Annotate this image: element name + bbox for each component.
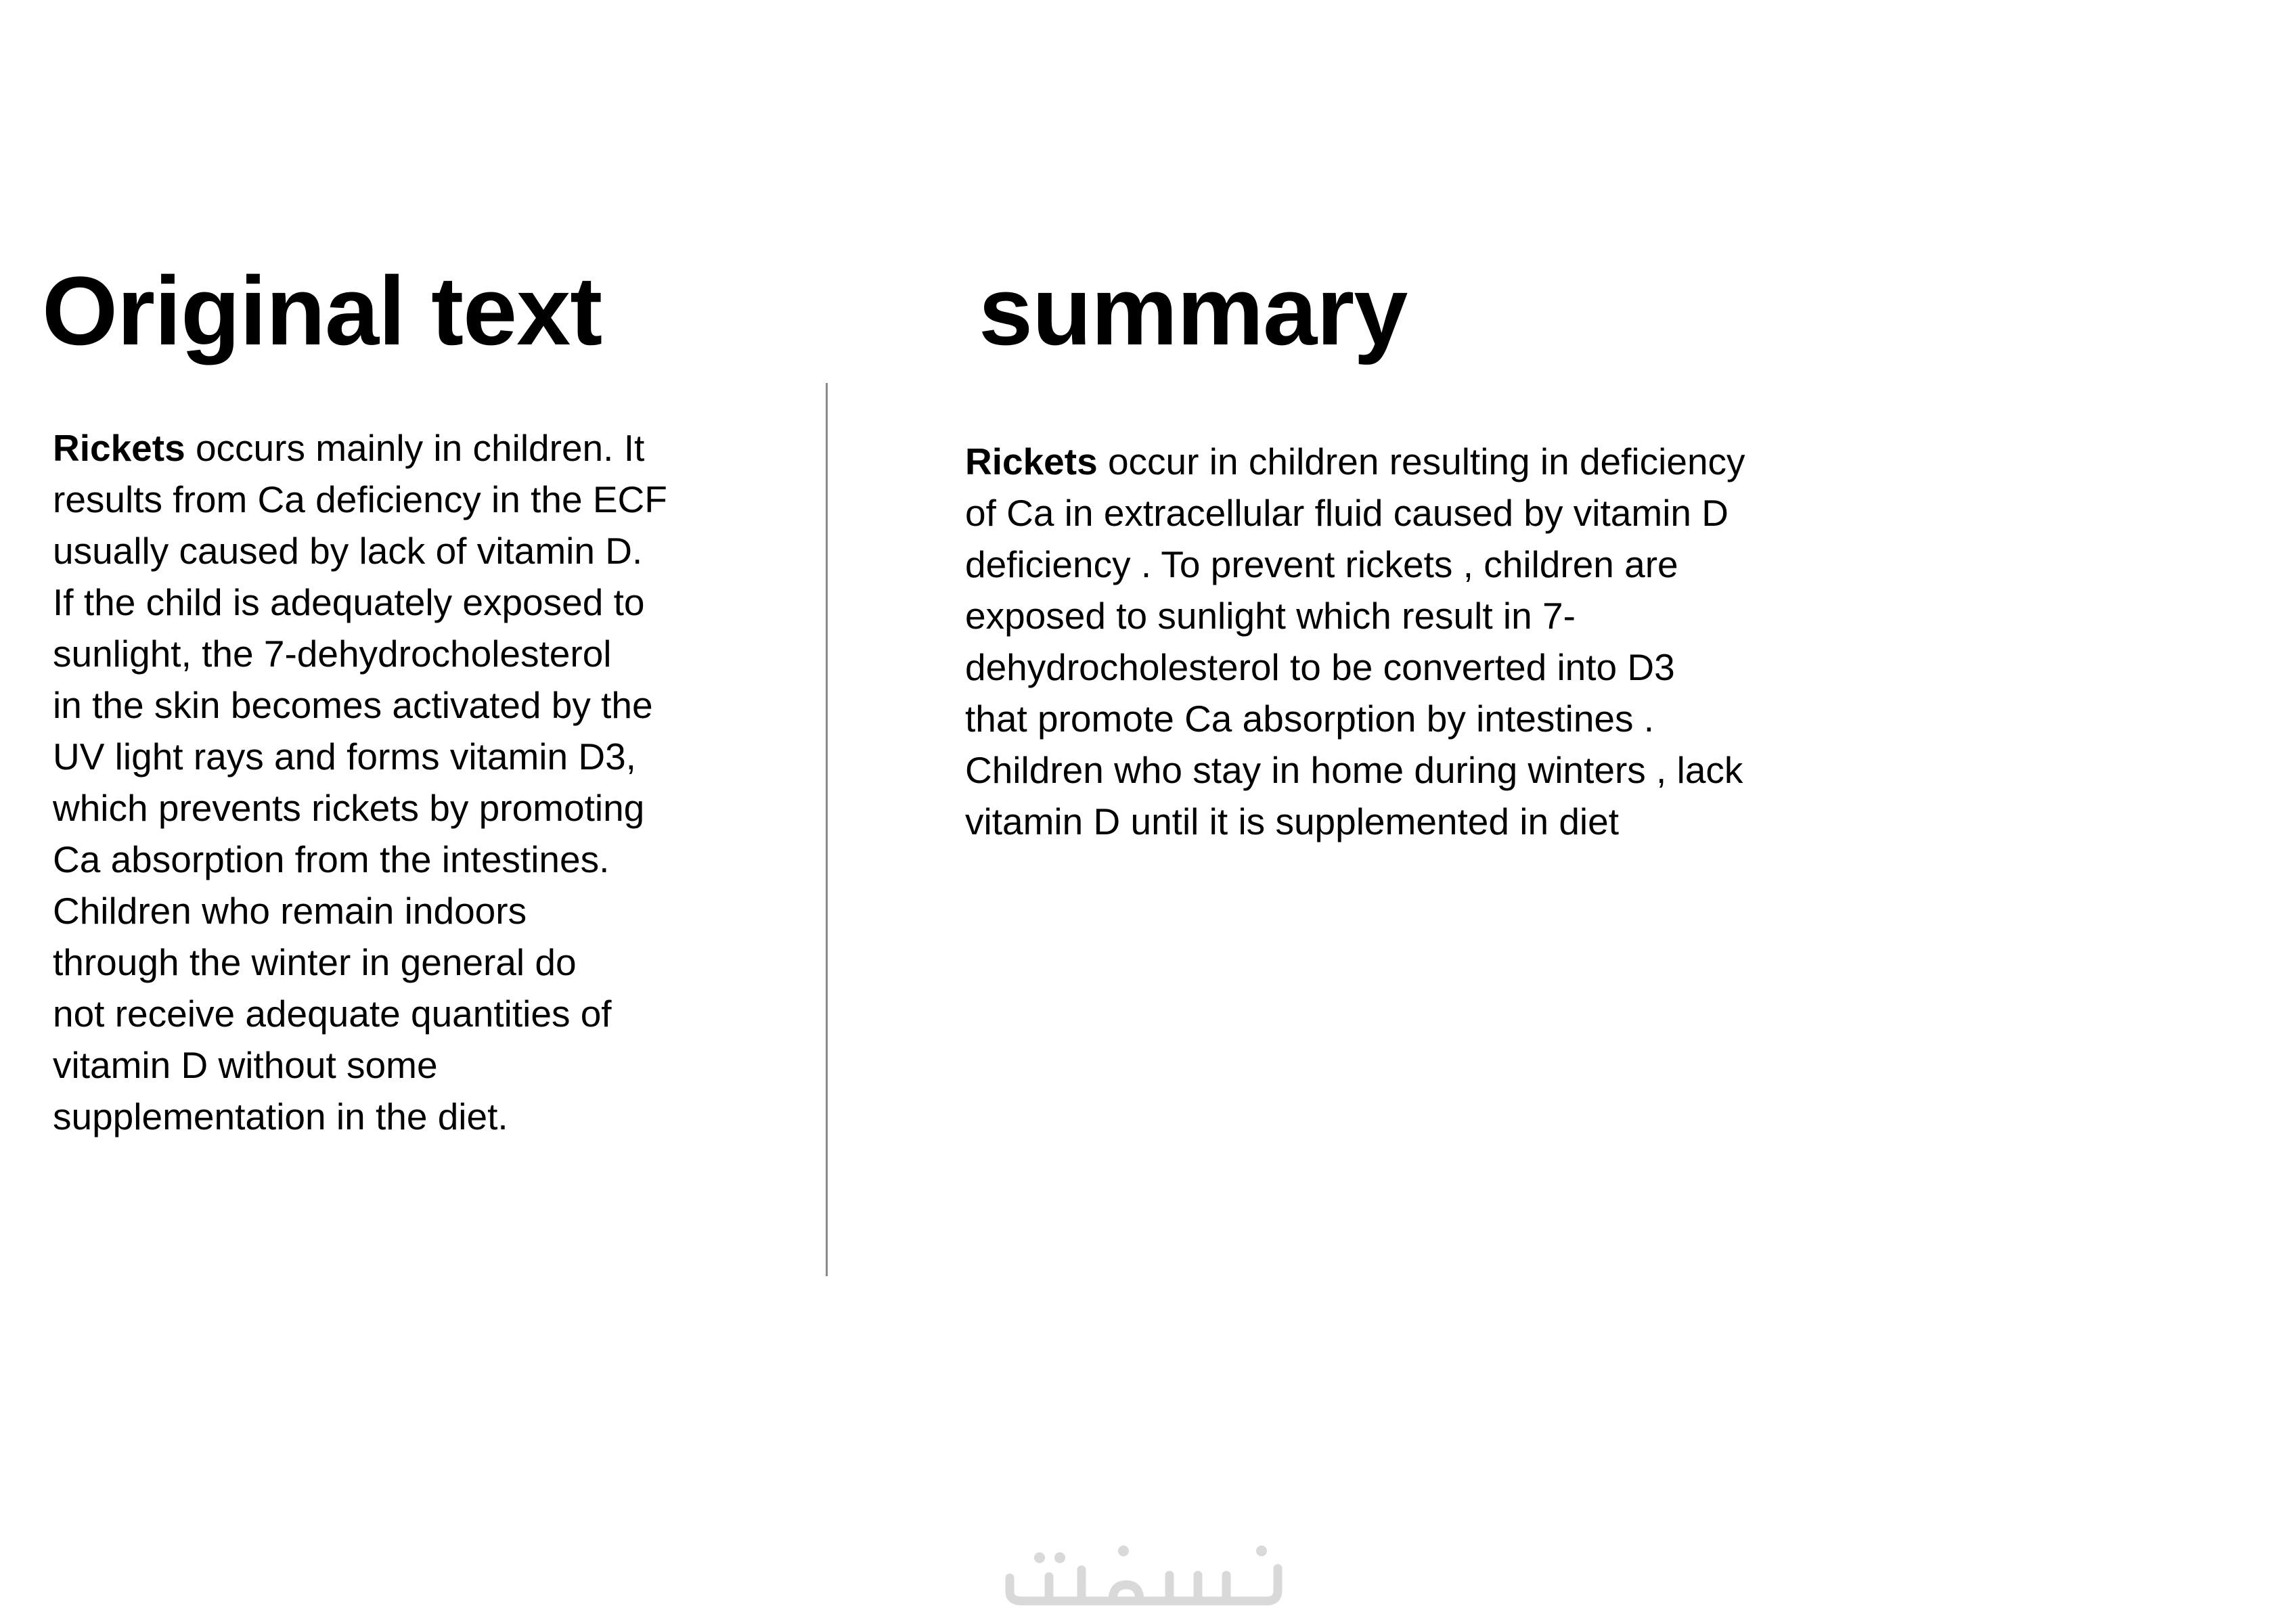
original-text-heading: Original text: [42, 256, 602, 365]
original-line-11: through the winter in general do: [53, 941, 577, 983]
summary-paragraph: [965, 436, 1858, 847]
original-line-5: sunlight, the 7-dehydrocholesterol: [53, 633, 612, 675]
original-line-12: not receive adequate quantities of: [53, 993, 612, 1035]
summary-line-8: vitamin D until it is supplemented in diet: [965, 800, 1620, 842]
original-paragraph: [53, 422, 770, 1142]
summary-line-1: Rickets occur in children resulting in deficiency: [965, 441, 1745, 482]
original-line-10: Children who remain indoors: [53, 890, 527, 932]
original-line-1: Rickets occurs mainly in children. It: [53, 427, 645, 469]
original-keyword: Rickets: [53, 427, 185, 469]
summary-line-5: dehydrocholesterol to be converted into D3: [965, 646, 1675, 688]
summary-line-2: of Ca in extracellular fluid caused by vitamin D: [965, 492, 1729, 534]
original-line-7: UV light rays and forms vitamin D3,: [53, 736, 636, 777]
summary-heading: summary: [979, 256, 1408, 365]
summary-keyword: Rickets: [965, 441, 1098, 482]
khamsat-watermark-logo: [1002, 1535, 1286, 1609]
original-line-14: supplementation in the diet.: [53, 1096, 508, 1137]
original-line-8: which prevents rickets by promoting: [53, 787, 645, 829]
summary-line-7: Children who stay in home during winters , lack: [965, 749, 1743, 791]
summary-line-4: exposed to sunlight which result in 7-: [965, 595, 1576, 637]
original-line-6: in the skin becomes activated by the: [53, 684, 653, 726]
original-line-13: vitamin D without some: [53, 1044, 438, 1086]
original-line-3: usually caused by lack of vitamin D.: [53, 530, 643, 572]
original-line-2: results from Ca deficiency in the ECF: [53, 478, 667, 520]
summary-line-6: that promote Ca absorption by intestines .: [965, 698, 1655, 740]
original-line-4: If the child is adequately exposed to: [53, 581, 645, 623]
summary-line-3: deficiency . To prevent rickets , children are: [965, 543, 1678, 585]
column-divider: [826, 383, 828, 1276]
original-line-9: Ca absorption from the intestines.: [53, 838, 610, 880]
